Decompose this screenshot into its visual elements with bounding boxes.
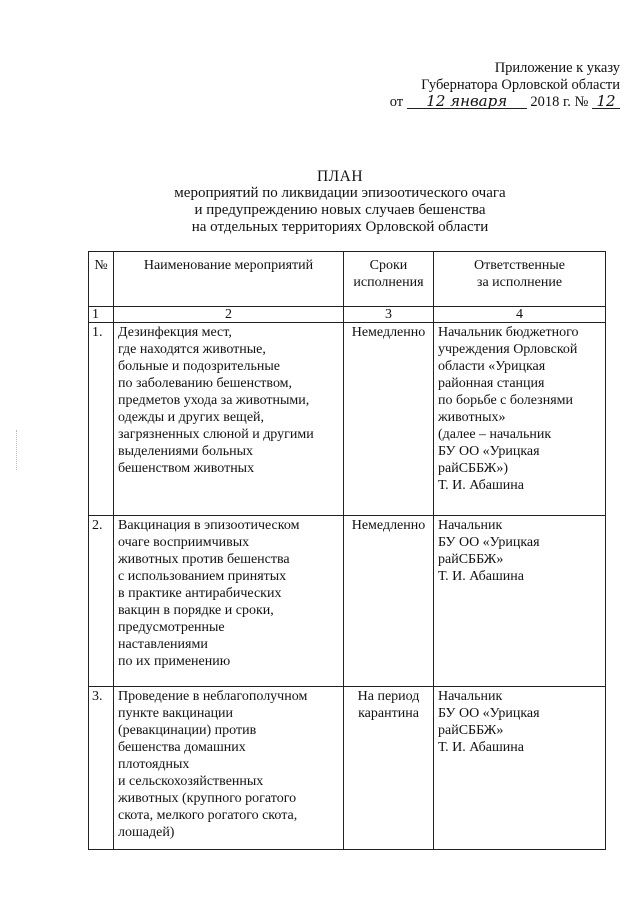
row-number: 3. [89,687,114,850]
annex-line-1: Приложение к указу [494,60,620,76]
title-heading: ПЛАН [316,168,364,185]
measure-terms: Немедленно [344,516,434,687]
annex-date-prefix: от [389,94,404,110]
column-number: 2 [114,307,344,323]
measure-terms: Немедленно [344,323,434,516]
measure-responsible: Начальник бюджетного учреждения Орловской области «Урицкая районная станция по борьбе с болезнями животных» (далее – начальник БУ ОО «Урицкая райСББЖ») Т. И. Абашина [434,323,606,516]
table-header-row [89,252,606,307]
title-line-3: на отдельных территориях Орловской области [191,219,489,235]
document-title [90,168,590,236]
header-num: № [89,252,114,307]
row-number: 2. [89,516,114,687]
measure-responsible: Начальник БУ ОО «Урицкая райСББЖ» Т. И. Абашина [434,687,606,850]
annex-line-2: Губернатора Орловской области [421,77,620,93]
annex-date-line [330,94,620,111]
header-terms: Сроки исполнения [344,252,434,307]
table-row [89,323,606,516]
measure-name: Вакцинация в эпизоотическом очаге восприимчивых животных против бешенства с использованием принятых в практике антирабических вакцин в порядке и сроки, предусмотренные наставлениями по их применению [114,516,344,687]
measure-name: Дезинфекция мест, где находятся животные, больные и подозрительные по заболеванию бешенством, предметов ухода за животными, одежды и других вещей, загрязненных слюной и другими выделениями больных бешенством животных [114,323,344,516]
table-row [89,687,606,850]
title-line-1: мероприятий по ликвидации эпизоотического очага [174,185,506,201]
measure-name: Проведение в неблагополучном пункте вакцинации (ревакцинации) против бешенства домашних плотоядных и сельскохозяйственных животных (крупного рогатого скота, мелкого рогатого скота, лошадей) [114,687,344,850]
row-number: 1. [89,323,114,516]
annex-date-suffix: 2018 г. № [530,94,589,110]
column-number: 3 [344,307,434,323]
header-name: Наименование мероприятий [114,252,344,307]
scan-edge-mark [16,430,19,470]
measure-terms: На период карантина [344,687,434,850]
column-number-row [89,307,606,323]
measures-table [88,251,606,850]
header-responsible: Ответственные за исполнение [434,252,606,307]
annex-block [330,60,620,111]
column-number: 1 [89,307,114,323]
table-row [89,516,606,687]
title-line-2: и предупреждению новых случаев бешенства [194,202,486,218]
column-number: 4 [434,307,606,323]
annex-handwritten-date: 12 января [407,94,527,109]
annex-handwritten-number: 12 [592,94,620,109]
measure-responsible: Начальник БУ ОО «Урицкая райСББЖ» Т. И. Абашина [434,516,606,687]
